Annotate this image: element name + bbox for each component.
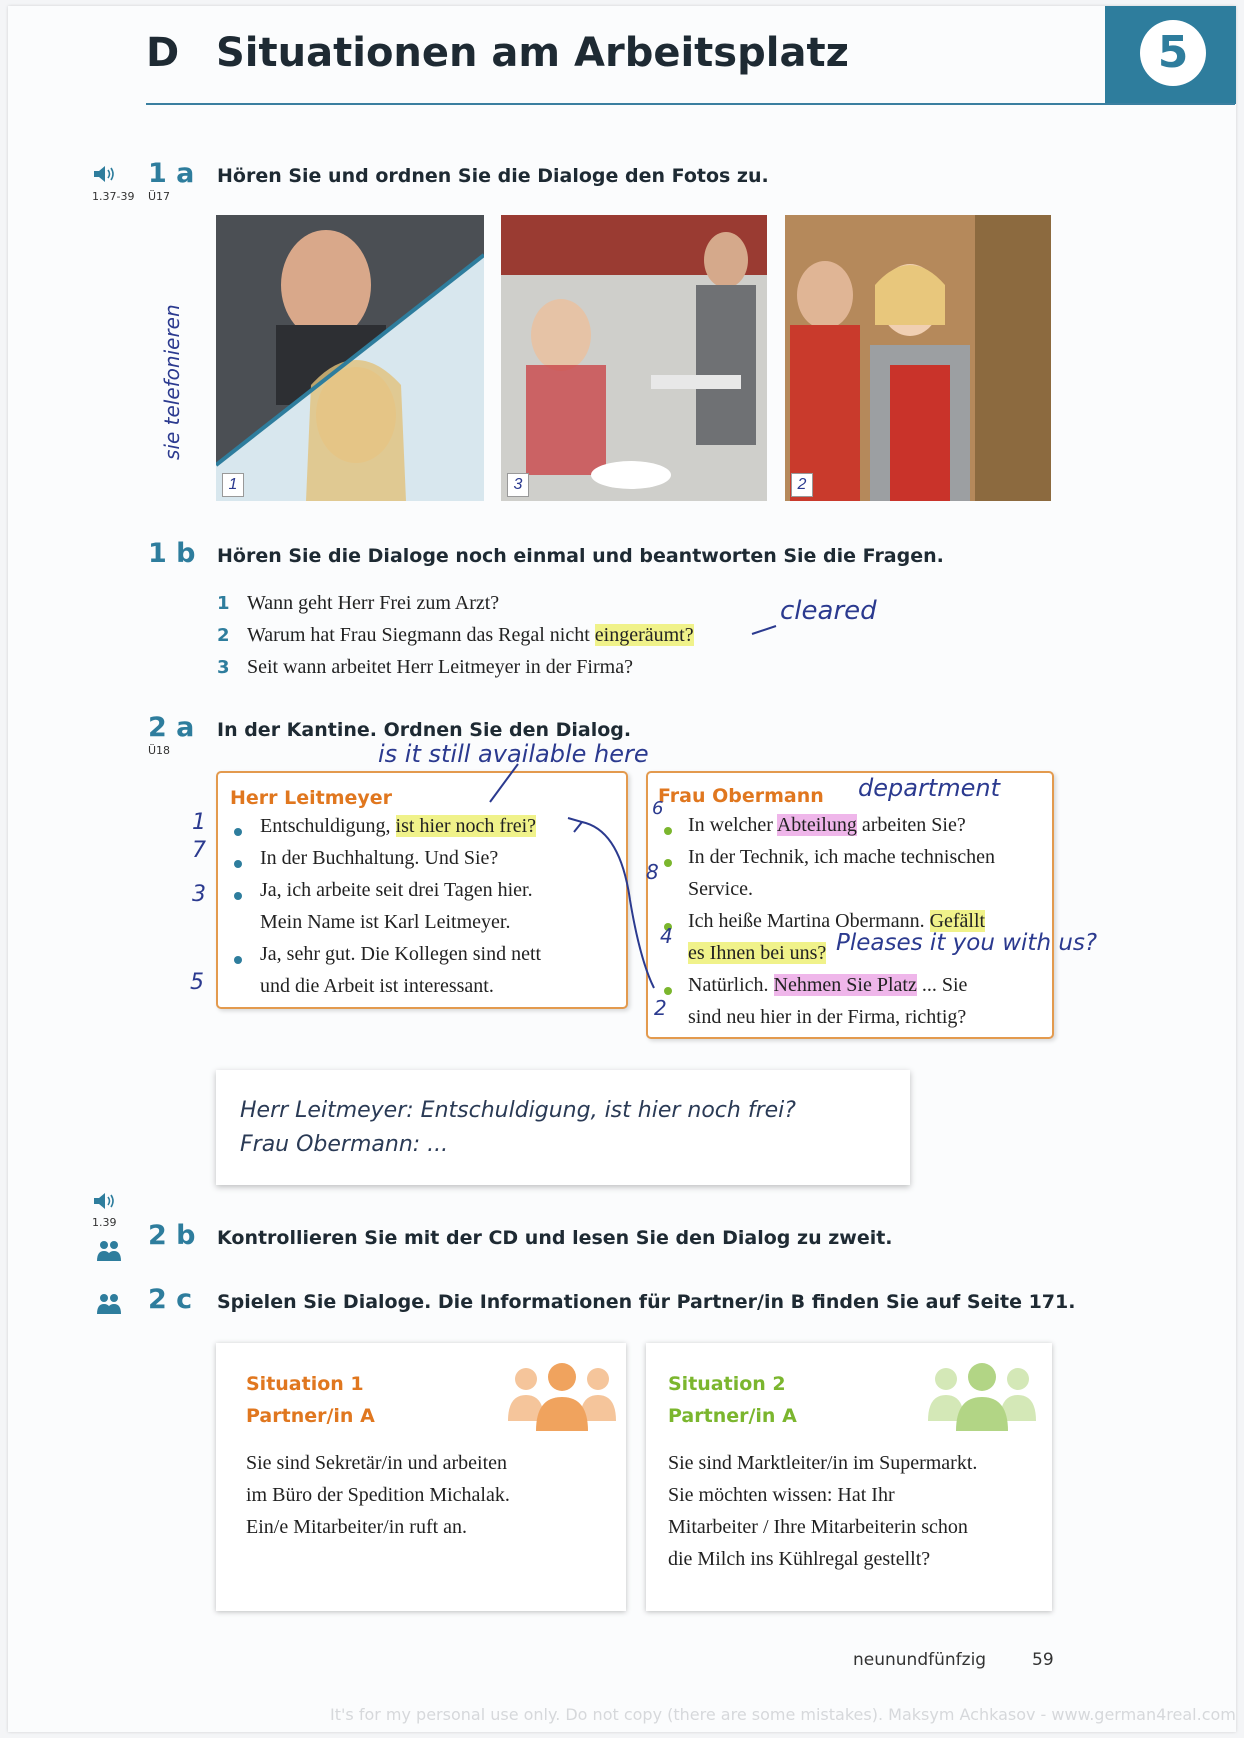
highlight: eingeräumt? bbox=[594, 624, 694, 646]
exercise-number: 2 c bbox=[148, 1284, 193, 1315]
handwritten-order: 6 bbox=[652, 798, 664, 819]
group-icon bbox=[926, 1361, 1038, 1433]
dialog-line: und die Arbeit ist interessant. bbox=[260, 975, 494, 997]
situation-text: Ein/e Mitarbeiter/in ruft an. bbox=[246, 1516, 468, 1538]
photo-canteen bbox=[501, 215, 767, 501]
dialog-line: In der Buchhaltung. Und Sie? bbox=[260, 847, 499, 869]
pair-work-icon bbox=[96, 1240, 122, 1262]
audio-icon bbox=[94, 166, 116, 182]
example-note-card bbox=[216, 1070, 910, 1185]
situation-text: die Milch ins Kühlregal gestellt? bbox=[668, 1548, 931, 1570]
handwritten-note: sie telefonieren bbox=[160, 304, 184, 460]
dialog-line: Mein Name ist Karl Leitmeyer. bbox=[260, 911, 511, 933]
exercise-instruction: Hören Sie die Dialoge noch einmal und beantworten Sie die Fragen. bbox=[217, 545, 944, 567]
photo-supermarket bbox=[785, 215, 1051, 501]
exercise-instruction: In der Kantine. Ordnen Sie den Dialog. bbox=[217, 719, 632, 741]
dialog-line: In der Technik, ich mache technischen bbox=[688, 846, 995, 868]
dialog-box-obermann bbox=[646, 771, 1054, 1039]
handwritten-order: 4 bbox=[660, 924, 673, 948]
handwritten-order: 7 bbox=[192, 838, 206, 863]
exercise-instruction: Spielen Sie Dialoge. Die Informationen für Partner/in B finden Sie auf Seite 171. bbox=[217, 1291, 1076, 1313]
page-number: 59 bbox=[1032, 1650, 1054, 1670]
handwritten-order: 5 bbox=[190, 970, 204, 995]
handwritten-order: 8 bbox=[646, 860, 659, 884]
dialog-line bbox=[688, 942, 826, 965]
situation-role: Partner/in A bbox=[668, 1405, 797, 1427]
exercise-instruction: Hören Sie und ordnen Sie die Dialoge den Fotos zu. bbox=[217, 165, 769, 187]
page-title: Situationen am Arbeitsplatz bbox=[216, 30, 849, 76]
exercise-number: 1 b bbox=[148, 538, 196, 569]
situation-card-2 bbox=[646, 1343, 1052, 1611]
question-item: 2 Warum hat Frau Siegmann das Regal nicht eingeräumt? bbox=[217, 624, 694, 646]
situation-card-1 bbox=[216, 1343, 626, 1611]
speaker-name: Herr Leitmeyer bbox=[230, 787, 393, 809]
situation-text: Sie sind Marktleiter/in im Supermarkt. bbox=[668, 1452, 978, 1474]
highlight: es Ihnen bei uns? bbox=[688, 942, 827, 964]
handwritten-note: is it still available here bbox=[378, 740, 649, 768]
bullet bbox=[234, 892, 242, 900]
highlight: Nehmen Sie Platz bbox=[773, 974, 917, 996]
highlight: Gefällt bbox=[929, 910, 986, 932]
workbook-ref: Ü17 bbox=[148, 190, 171, 203]
question-item: 3 Seit wann arbeitet Herr Leitmeyer in der Firma? bbox=[217, 656, 633, 678]
example-line: Frau Obermann: ... bbox=[240, 1132, 449, 1157]
situation-title: Situation 2 bbox=[668, 1373, 786, 1395]
example-line: Herr Leitmeyer: Entschuldigung, ist hier noch frei? bbox=[240, 1098, 796, 1123]
pair-work-icon bbox=[96, 1293, 122, 1315]
exercise-instruction: Kontrollieren Sie mit der CD und lesen Sie den Dialog zu zweit. bbox=[217, 1227, 893, 1249]
audio-track: 1.39 bbox=[92, 1216, 117, 1229]
photo-phone-call bbox=[216, 215, 484, 501]
bullet bbox=[234, 860, 242, 868]
title-rule bbox=[146, 103, 1235, 105]
speaker-name: Frau Obermann bbox=[658, 785, 824, 807]
group-icon bbox=[506, 1361, 618, 1433]
chapter-number: 5 bbox=[1140, 20, 1206, 86]
bullet bbox=[234, 956, 242, 964]
dialog-line: Entschuldigung, ist hier noch frei? bbox=[260, 815, 537, 837]
highlight: Abteilung bbox=[776, 814, 857, 836]
handwritten-note: Pleases it you with us? bbox=[836, 930, 1098, 956]
bullet bbox=[234, 828, 242, 836]
dialog-line: Natürlich. Nehmen Sie Platz ... Sie bbox=[688, 974, 968, 996]
situation-title: Situation 1 bbox=[246, 1373, 364, 1395]
workbook-ref: Ü18 bbox=[148, 744, 171, 757]
highlight: ist hier noch frei? bbox=[395, 815, 537, 837]
dialog-line: Ja, ich arbeite seit drei Tagen hier. bbox=[260, 879, 533, 901]
dialog-line: In welcher Abteilung arbeiten Sie? bbox=[688, 814, 966, 836]
handwritten-note: cleared bbox=[780, 596, 877, 626]
handwritten-note: department bbox=[858, 774, 1000, 802]
dialog-line: Ja, sehr gut. Die Kollegen sind nett bbox=[260, 943, 542, 965]
situation-text: Sie möchten wissen: Hat Ihr bbox=[668, 1484, 895, 1506]
question-item: 1 Wann geht Herr Frei zum Arzt? bbox=[217, 592, 500, 614]
photo-number: 1 bbox=[222, 473, 244, 497]
handwritten-order: 3 bbox=[192, 882, 206, 907]
dialog-line: sind neu hier in der Firma, richtig? bbox=[688, 1006, 967, 1028]
handwritten-dash bbox=[750, 620, 780, 640]
situation-text: Mitarbeiter / Ihre Mitarbeiterin schon bbox=[668, 1516, 968, 1538]
watermark: It's for my personal use only. Do not copy (there are some mistakes). Maksym Achkasov - www.german4real.com bbox=[330, 1705, 1236, 1724]
handwritten-order: 1 bbox=[192, 810, 206, 835]
photo-number: 3 bbox=[507, 473, 529, 497]
audio-icon bbox=[94, 1193, 116, 1209]
exercise-number: 2 a bbox=[148, 712, 195, 743]
audio-track: 1.37-39 bbox=[92, 190, 135, 203]
situation-text: im Büro der Spedition Michalak. bbox=[246, 1484, 510, 1506]
handwritten-arrows bbox=[480, 760, 700, 1010]
page-number-word: neunundfünfzig bbox=[853, 1650, 987, 1670]
exercise-number: 2 b bbox=[148, 1220, 196, 1251]
handwritten-order: 2 bbox=[654, 996, 667, 1020]
situation-text: Sie sind Sekretär/in und arbeiten bbox=[246, 1452, 508, 1474]
dialog-line: Service. bbox=[688, 878, 753, 900]
photo-number: 2 bbox=[791, 473, 813, 497]
exercise-number: 1 a bbox=[148, 158, 195, 189]
dialog-line: Ich heiße Martina Obermann. Gefällt bbox=[688, 910, 986, 932]
section-letter: D bbox=[146, 30, 180, 76]
situation-role: Partner/in A bbox=[246, 1405, 375, 1427]
